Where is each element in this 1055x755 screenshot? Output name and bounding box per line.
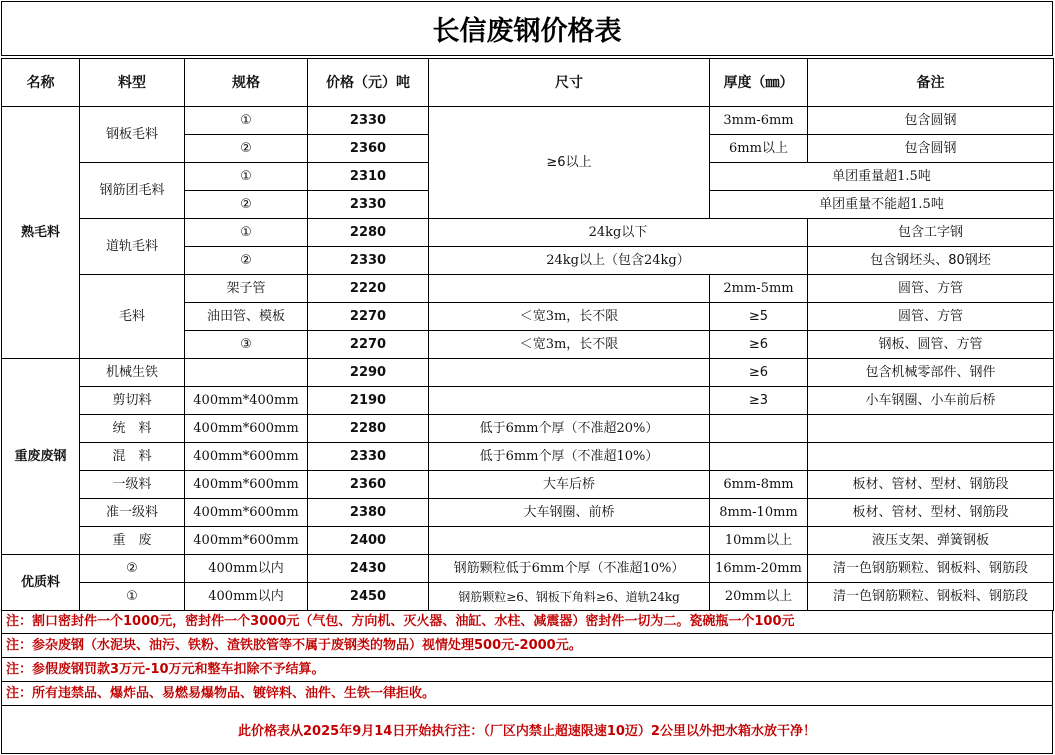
spec-cell: 油田管、模板 <box>185 303 308 331</box>
thickness-cell <box>710 443 808 471</box>
note-line: 注：所有违禁品、爆炸品、易燃易爆物品、镀锌料、油件、生铁一律拒收。 <box>2 682 1052 706</box>
spec-cell: 400mm*600mm <box>185 471 308 499</box>
spec-cell: ③ <box>185 331 308 359</box>
spec-cell: ① <box>185 107 308 135</box>
table-row <box>2 275 1054 303</box>
spec-cell: 400mm以内 <box>185 583 308 611</box>
type-cell: 一级料 <box>80 471 185 499</box>
size-cell: ＜宽3m，长不限 <box>429 303 710 331</box>
note-cell: 小车钢圈、小车前后桥 <box>808 387 1054 415</box>
footer-notice: 此价格表从2025年9月14日开始执行注：（厂区内禁止超速限速10迈）2公里以外把水箱水放干净！ <box>238 724 816 739</box>
price-cell: 2310 <box>308 163 429 191</box>
table-row <box>2 415 1054 443</box>
header-size: 尺寸 <box>429 59 710 107</box>
price-cell: 2280 <box>308 219 429 247</box>
note-cell: 液压支架、弹簧钢板 <box>808 527 1054 555</box>
note-cell: 包含工字钢 <box>808 219 1054 247</box>
thickness-cell: ≥6 <box>710 331 808 359</box>
spec-cell: 400mm*600mm <box>185 415 308 443</box>
spec-cell: 400mm*600mm <box>185 527 308 555</box>
size-cell <box>429 387 710 415</box>
price-cell: 2360 <box>308 471 429 499</box>
size-cell: 大车后桥 <box>429 471 710 499</box>
note-line: 注：割口密封件一个1000元，密封件一个3000元（气包、方向机、灭火器、油缸、水柱、减震器）密封件一切为二。瓷碗瓶一个100元 <box>2 610 1052 634</box>
price-cell: 2220 <box>308 275 429 303</box>
notes-section <box>1 610 1053 754</box>
header-type: 料型 <box>80 59 185 107</box>
price-cell: 2290 <box>308 359 429 387</box>
table-row <box>2 107 1054 135</box>
header-spec: 规格 <box>185 59 308 107</box>
price-cell: 2270 <box>308 303 429 331</box>
thickness-cell: ≥5 <box>710 303 808 331</box>
type-cell: ② <box>80 555 185 583</box>
thickness-cell: 10mm以上 <box>710 527 808 555</box>
note-cell: 圆管、方管 <box>808 303 1054 331</box>
price-cell: 2330 <box>308 247 429 275</box>
price-cell: 2280 <box>308 415 429 443</box>
spec-cell: ② <box>185 191 308 219</box>
note-cell: 包含机械零部件、钢件 <box>808 359 1054 387</box>
note-cell: 板材、管材、型材、钢筋段 <box>808 471 1054 499</box>
thickness-cell: ≥3 <box>710 387 808 415</box>
table-row <box>2 499 1054 527</box>
note-cell: 单团重量超1.5吨 <box>710 163 1054 191</box>
note-cell: 清一色钢筋颗粒、钢板料、钢筋段 <box>808 555 1054 583</box>
size-cell: 低于6mm个厚（不准超20%） <box>429 415 710 443</box>
spec-cell: ② <box>185 247 308 275</box>
type-cell: 混 料 <box>80 443 185 471</box>
table-row <box>2 219 1054 247</box>
spec-cell: ① <box>185 219 308 247</box>
header-note: 备注 <box>808 59 1054 107</box>
note-cell <box>808 443 1054 471</box>
price-cell: 2430 <box>308 555 429 583</box>
thickness-cell <box>710 415 808 443</box>
size-cell <box>429 359 710 387</box>
type-cell: 道轨毛料 <box>80 219 185 275</box>
note-cell: 包含钢坯头、80钢坯 <box>808 247 1054 275</box>
note-cell: 圆管、方管 <box>808 275 1054 303</box>
note-cell: 包含圆钢 <box>808 107 1054 135</box>
note-cell: 包含圆钢 <box>808 135 1054 163</box>
price-cell: 2270 <box>308 331 429 359</box>
price-cell: 2330 <box>308 191 429 219</box>
spec-cell: ② <box>185 135 308 163</box>
size-cell: 24kg以上（包含24kg） <box>429 247 808 275</box>
note-cell <box>808 415 1054 443</box>
table-row <box>2 583 1054 611</box>
table-row <box>2 387 1054 415</box>
type-cell: 重 废 <box>80 527 185 555</box>
type-cell: 毛料 <box>80 275 185 359</box>
thickness-cell: ≥6 <box>710 359 808 387</box>
spec-cell: 架子管 <box>185 275 308 303</box>
header-name: 名称 <box>2 59 80 107</box>
price-cell: 2360 <box>308 135 429 163</box>
size-cell <box>429 275 710 303</box>
note-cell: 单团重量不能超1.5吨 <box>710 191 1054 219</box>
size-cell: 低于6mm个厚（不准超10%） <box>429 443 710 471</box>
header-thickness: 厚度（㎜） <box>710 59 808 107</box>
note-line: 注：参杂废钢（水泥块、油污、铁粉、渣铁胶管等不属于废钢类的物品）视情处理500元-2000元。 <box>2 634 1052 658</box>
table-row <box>2 443 1054 471</box>
price-cell: 2330 <box>308 443 429 471</box>
page-title: 长信废钢价格表 <box>1 1 1053 56</box>
price-cell: 2400 <box>308 527 429 555</box>
spec-cell <box>185 359 308 387</box>
price-cell: 2190 <box>308 387 429 415</box>
thickness-cell: 6mm-8mm <box>710 471 808 499</box>
thickness-cell: 20mm以上 <box>710 583 808 611</box>
table-row <box>2 555 1054 583</box>
type-cell: 钢筋团毛料 <box>80 163 185 219</box>
type-cell: 剪切料 <box>80 387 185 415</box>
price-cell: 2380 <box>308 499 429 527</box>
thickness-cell: 6mm以上 <box>710 135 808 163</box>
price-cell: 2330 <box>308 107 429 135</box>
size-cell: ＜宽3m，长不限 <box>429 331 710 359</box>
type-cell: 统 料 <box>80 415 185 443</box>
spec-cell: ① <box>185 163 308 191</box>
thickness-cell: 3mm-6mm <box>710 107 808 135</box>
price-table <box>1 58 1054 611</box>
table-row <box>2 359 1054 387</box>
category-cell: 熟毛料 <box>2 107 80 359</box>
price-cell: 2450 <box>308 583 429 611</box>
note-cell: 钢板、圆管、方管 <box>808 331 1054 359</box>
category-cell: 优质料 <box>2 555 80 611</box>
size-cell: ≥6以上 <box>429 107 710 219</box>
thickness-cell: 16mm-20mm <box>710 555 808 583</box>
note-line: 注：参假废钢罚款3万元-10万元和整车扣除不予结算。 <box>2 658 1052 682</box>
note-cell: 板材、管材、型材、钢筋段 <box>808 499 1054 527</box>
size-cell <box>429 527 710 555</box>
type-cell: 钢板毛料 <box>80 107 185 163</box>
table-row <box>2 471 1054 499</box>
header-price: 价格（元）吨 <box>308 59 429 107</box>
note-cell: 清一色钢筋颗粒、钢板料、钢筋段 <box>808 583 1054 611</box>
thickness-cell: 8mm-10mm <box>710 499 808 527</box>
size-cell: 钢筋颗粒低于6mm个厚（不准超10%） <box>429 555 710 583</box>
category-cell: 重废废钢 <box>2 359 80 555</box>
spec-cell: 400mm*600mm <box>185 443 308 471</box>
type-cell: 机械生铁 <box>80 359 185 387</box>
size-cell: 24kg以下 <box>429 219 808 247</box>
table-row <box>2 527 1054 555</box>
type-cell: ① <box>80 583 185 611</box>
spec-cell: 400mm*600mm <box>185 499 308 527</box>
table-header-row <box>2 59 1054 107</box>
spec-cell: 400mm*400mm <box>185 387 308 415</box>
size-cell: 大车钢圈、前桥 <box>429 499 710 527</box>
spec-cell: 400mm以内 <box>185 555 308 583</box>
type-cell: 准一级料 <box>80 499 185 527</box>
thickness-cell: 2mm-5mm <box>710 275 808 303</box>
size-cell: 钢筋颗粒≥6、钢板下角料≥6、道轨24kg <box>429 583 710 611</box>
